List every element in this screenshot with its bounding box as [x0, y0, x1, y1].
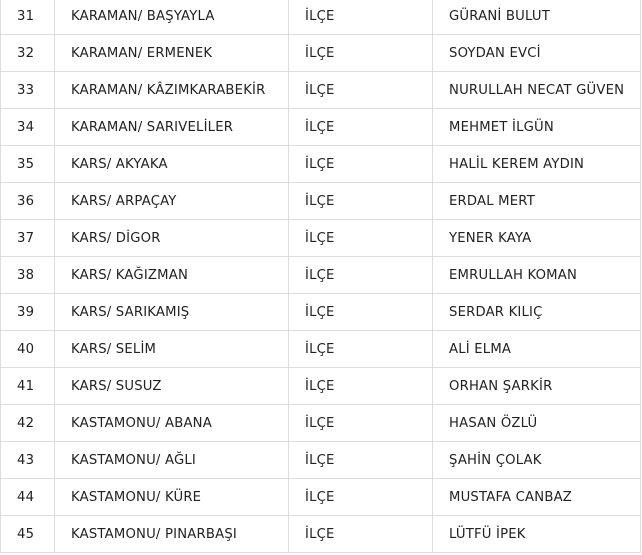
location-cell: KARAMAN/ SARIVELİLER [55, 109, 289, 146]
person-name-cell: MUSTAFA CANBAZ [433, 479, 641, 516]
table-row [1, 368, 641, 405]
row-number-cell: 33 [1, 72, 55, 109]
location-cell: KARAMAN/ KÂZIMKARABEKİR [55, 72, 289, 109]
location-cell: KASTAMONU/ ABANA [55, 405, 289, 442]
table-body [1, 0, 641, 553]
row-number-cell: 32 [1, 35, 55, 72]
row-number-cell: 41 [1, 368, 55, 405]
table-row [1, 72, 641, 109]
location-cell: KARS/ KAĞIZMAN [55, 257, 289, 294]
table-row [1, 516, 641, 553]
person-name-cell: EMRULLAH KOMAN [433, 257, 641, 294]
type-cell: İLÇE [289, 109, 433, 146]
table-row [1, 331, 641, 368]
type-cell: İLÇE [289, 257, 433, 294]
location-cell: KARS/ ARPAÇAY [55, 183, 289, 220]
row-number-cell: 37 [1, 220, 55, 257]
person-name-cell: ALİ ELMA [433, 331, 641, 368]
location-cell: KARS/ AKYAKA [55, 146, 289, 183]
table-row [1, 405, 641, 442]
person-name-cell: MEHMET İLGÜN [433, 109, 641, 146]
location-cell: KARS/ SUSUZ [55, 368, 289, 405]
person-name-cell: SOYDAN EVCİ [433, 35, 641, 72]
type-cell: İLÇE [289, 331, 433, 368]
row-number-cell: 34 [1, 109, 55, 146]
location-cell: KARS/ SELİM [55, 331, 289, 368]
table-row [1, 442, 641, 479]
table-row [1, 294, 641, 331]
table-row [1, 0, 641, 35]
type-cell: İLÇE [289, 516, 433, 553]
table-row [1, 257, 641, 294]
location-cell: KASTAMONU/ PINARBAŞI [55, 516, 289, 553]
person-name-cell: SERDAR KILIÇ [433, 294, 641, 331]
table-row [1, 220, 641, 257]
row-number-cell: 45 [1, 516, 55, 553]
table-row [1, 109, 641, 146]
type-cell: İLÇE [289, 0, 433, 35]
person-name-cell: GÜRANİ BULUT [433, 0, 641, 35]
row-number-cell: 42 [1, 405, 55, 442]
type-cell: İLÇE [289, 220, 433, 257]
person-name-cell: NURULLAH NECAT GÜVEN [433, 72, 641, 109]
type-cell: İLÇE [289, 479, 433, 516]
row-number-cell: 38 [1, 257, 55, 294]
person-name-cell: YENER KAYA [433, 220, 641, 257]
person-name-cell: ŞAHİN ÇOLAK [433, 442, 641, 479]
location-cell: KARAMAN/ BAŞYAYLA [55, 0, 289, 35]
person-name-cell: HASAN ÖZLÜ [433, 405, 641, 442]
table-row [1, 183, 641, 220]
type-cell: İLÇE [289, 183, 433, 220]
type-cell: İLÇE [289, 294, 433, 331]
location-cell: KASTAMONU/ KÜRE [55, 479, 289, 516]
location-cell: KARS/ SARIKAMIŞ [55, 294, 289, 331]
row-number-cell: 35 [1, 146, 55, 183]
type-cell: İLÇE [289, 146, 433, 183]
row-number-cell: 36 [1, 183, 55, 220]
location-cell: KARAMAN/ ERMENEK [55, 35, 289, 72]
location-cell: KASTAMONU/ AĞLI [55, 442, 289, 479]
row-number-cell: 44 [1, 479, 55, 516]
row-number-cell: 43 [1, 442, 55, 479]
person-name-cell: ORHAN ŞARKİR [433, 368, 641, 405]
table-row [1, 479, 641, 516]
person-name-cell: LÜTFÜ İPEK [433, 516, 641, 553]
table-row [1, 35, 641, 72]
person-name-cell: ERDAL MERT [433, 183, 641, 220]
row-number-cell: 39 [1, 294, 55, 331]
person-name-cell: HALİL KEREM AYDIN [433, 146, 641, 183]
type-cell: İLÇE [289, 72, 433, 109]
location-cell: KARS/ DİGOR [55, 220, 289, 257]
type-cell: İLÇE [289, 442, 433, 479]
table-row [1, 146, 641, 183]
row-number-cell: 31 [1, 0, 55, 35]
row-number-cell: 40 [1, 331, 55, 368]
type-cell: İLÇE [289, 405, 433, 442]
type-cell: İLÇE [289, 368, 433, 405]
type-cell: İLÇE [289, 35, 433, 72]
